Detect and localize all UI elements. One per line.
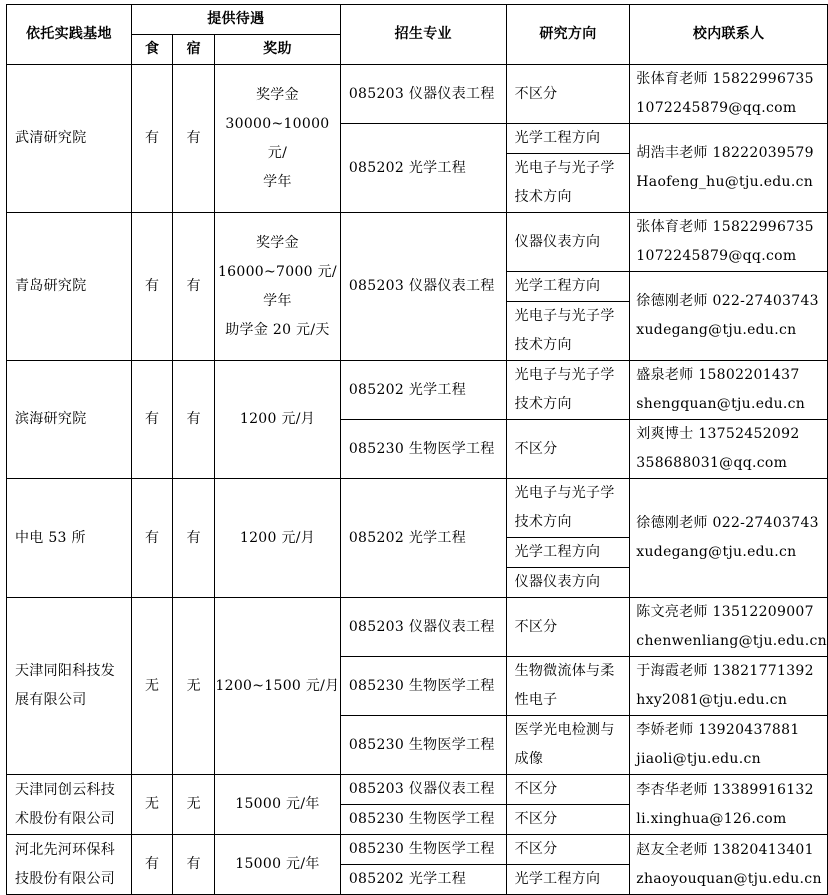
contact-email: 1072245879@qq.com	[636, 248, 797, 264]
direction-cell	[506, 154, 630, 213]
contact-name-phone: 李杏华老师 13389916132	[636, 781, 814, 798]
direction-line: 光电子与光子学	[514, 485, 615, 501]
major-cell: 085230 生物医学工程	[340, 835, 506, 865]
direction-line: 性电子	[514, 692, 558, 708]
contact-email: 358688031@qq.com	[636, 455, 788, 471]
award-value	[215, 65, 341, 213]
contact-cell	[630, 479, 828, 598]
contact-name-phone: 胡浩丰老师 18222039579	[636, 145, 814, 161]
direction-cell	[506, 479, 630, 538]
direction-line: 光电子与光子学	[514, 367, 615, 383]
contact-email: Haofeng_hu@tju.edu.cn	[636, 174, 814, 190]
contact-cell	[630, 716, 828, 775]
contact-name-phone: 徐德刚老师 022-27403743	[636, 293, 819, 309]
base-name-line: 天津同创云科技	[15, 781, 116, 798]
direction-cell: 不区分	[506, 805, 630, 835]
lodging-value: 无	[173, 775, 215, 835]
direction-cell: 仪器仪表方向	[506, 568, 630, 598]
contact-name-phone: 刘爽博士 13752452092	[636, 426, 800, 442]
direction-line: 技术方向	[514, 396, 572, 412]
contact-email: jiaoli@tju.edu.cn	[636, 751, 761, 767]
major-cell: 085230 生物医学工程	[340, 657, 506, 716]
direction-cell: 光学工程方向	[506, 538, 630, 568]
direction-line: 光电子与光子学	[514, 308, 615, 324]
contact-cell	[630, 598, 828, 657]
lodging-value: 有	[173, 213, 215, 361]
header-benefits: 提供待遇	[131, 5, 340, 35]
header-food: 食	[131, 35, 173, 65]
direction-cell: 光学工程方向	[506, 865, 630, 895]
major-cell: 085230 生物医学工程	[340, 805, 506, 835]
major-cell: 085202 光学工程	[340, 124, 506, 213]
food-value: 有	[131, 479, 173, 598]
contact-email: li.xinghua@126.com	[636, 810, 787, 827]
header-contact: 校内联系人	[630, 5, 828, 65]
direction-cell: 不区分	[506, 835, 630, 865]
base-name-line: 天津同阳科技发	[15, 663, 116, 679]
lodging-value: 无	[173, 598, 215, 775]
direction-cell	[506, 716, 630, 775]
contact-cell	[630, 420, 828, 479]
major-cell: 085202 光学工程	[340, 361, 506, 420]
award-value: 1200 元/月	[215, 479, 341, 598]
base-name	[7, 835, 132, 895]
base-name: 青岛研究院	[7, 213, 132, 361]
contact-cell	[630, 272, 828, 361]
direction-line: 医学光电检测与	[514, 722, 615, 738]
direction-line: 成像	[514, 751, 544, 767]
base-name-line: 展有限公司	[15, 692, 87, 708]
header-lodging: 宿	[173, 35, 215, 65]
food-value: 有	[131, 835, 173, 895]
direction-cell	[506, 361, 630, 420]
contact-email: 1072245879@qq.com	[636, 100, 797, 116]
major-cell: 085202 光学工程	[340, 479, 506, 598]
base-name	[7, 775, 132, 835]
contact-email: hxy2081@tju.edu.cn	[636, 692, 788, 708]
header-major: 招生专业	[340, 5, 506, 65]
base-name: 中电 53 所	[7, 479, 132, 598]
base-name-line: 术股份有限公司	[15, 810, 116, 827]
contact-name-phone: 赵友全老师 13820413401	[636, 841, 814, 858]
contact-email: zhaoyouquan@tju.edu.cn	[636, 870, 822, 887]
major-cell: 085230 生物医学工程	[340, 420, 506, 479]
direction-line: 技术方向	[514, 514, 572, 530]
food-value: 无	[131, 775, 173, 835]
contact-email: shengquan@tju.edu.cn	[636, 396, 806, 412]
contact-cell	[630, 775, 828, 835]
contact-name-phone: 徐德刚老师 022-27403743	[636, 515, 819, 531]
contact-cell	[630, 657, 828, 716]
direction-cell: 仪器仪表方向	[506, 213, 630, 272]
food-value: 有	[131, 65, 173, 213]
award-line: 助学金 20 元/天	[225, 321, 330, 338]
award-line: 学年	[263, 173, 292, 190]
contact-cell	[630, 124, 828, 213]
contact-cell	[630, 65, 828, 124]
award-line: 16000~7000 元/	[217, 263, 337, 280]
contact-email: xudegang@tju.edu.cn	[636, 544, 797, 560]
major-cell: 085203 仪器仪表工程	[340, 65, 506, 124]
award-line: 30000~10000 元/	[225, 115, 330, 161]
base-name: 武清研究院	[7, 65, 132, 213]
award-value: 1200 元/月	[215, 361, 341, 479]
base-name	[7, 598, 132, 775]
contact-email: chenwenliang@tju.edu.cn	[636, 633, 827, 649]
award-value: 15000 元/年	[215, 835, 341, 895]
contact-name-phone: 于海霞老师 13821771392	[636, 663, 814, 679]
major-cell: 085203 仪器仪表工程	[340, 775, 506, 805]
lodging-value: 有	[173, 479, 215, 598]
contact-cell	[630, 835, 828, 895]
header-base: 依托实践基地	[7, 5, 132, 65]
header-direction: 研究方向	[506, 5, 630, 65]
contact-name-phone: 张体育老师 15822996735	[636, 71, 814, 87]
award-line: 奖学金	[256, 234, 299, 251]
lodging-value: 有	[173, 835, 215, 895]
practice-base-table	[6, 4, 828, 895]
contact-cell	[630, 361, 828, 420]
base-name: 滨海研究院	[7, 361, 132, 479]
direction-cell: 不区分	[506, 65, 630, 124]
direction-cell: 光学工程方向	[506, 272, 630, 302]
direction-cell: 光学工程方向	[506, 124, 630, 154]
direction-line: 光电子与光子学	[514, 160, 615, 176]
contact-name-phone: 李娇老师 13920437881	[636, 722, 800, 738]
award-value	[215, 213, 341, 361]
food-value: 有	[131, 361, 173, 479]
direction-line: 技术方向	[514, 337, 572, 353]
base-name-line: 河北先河环保科	[15, 841, 116, 858]
direction-cell: 不区分	[506, 598, 630, 657]
food-value: 无	[131, 598, 173, 775]
contact-email: xudegang@tju.edu.cn	[636, 322, 797, 338]
header-award: 奖助	[215, 35, 341, 65]
contact-name-phone: 盛泉老师 15802201437	[636, 367, 800, 383]
major-cell: 085202 光学工程	[340, 865, 506, 895]
major-cell: 085230 生物医学工程	[340, 716, 506, 775]
contact-cell	[630, 213, 828, 272]
contact-name-phone: 张体育老师 15822996735	[636, 219, 814, 235]
award-value: 1200~1500 元/月	[215, 598, 341, 775]
lodging-value: 有	[173, 361, 215, 479]
direction-cell	[506, 657, 630, 716]
major-cell: 085203 仪器仪表工程	[340, 213, 506, 361]
award-line: 学年	[263, 292, 292, 309]
contact-name-phone: 陈文亮老师 13512209007	[636, 604, 814, 620]
direction-cell: 不区分	[506, 420, 630, 479]
direction-line: 技术方向	[514, 189, 572, 205]
major-cell: 085203 仪器仪表工程	[340, 598, 506, 657]
direction-cell	[506, 302, 630, 361]
direction-cell: 不区分	[506, 775, 630, 805]
food-value: 有	[131, 213, 173, 361]
award-value: 15000 元/年	[215, 775, 341, 835]
direction-line: 生物微流体与柔	[514, 663, 615, 679]
award-line: 奖学金	[256, 86, 299, 103]
base-name-line: 技股份有限公司	[15, 870, 116, 887]
lodging-value: 有	[173, 65, 215, 213]
